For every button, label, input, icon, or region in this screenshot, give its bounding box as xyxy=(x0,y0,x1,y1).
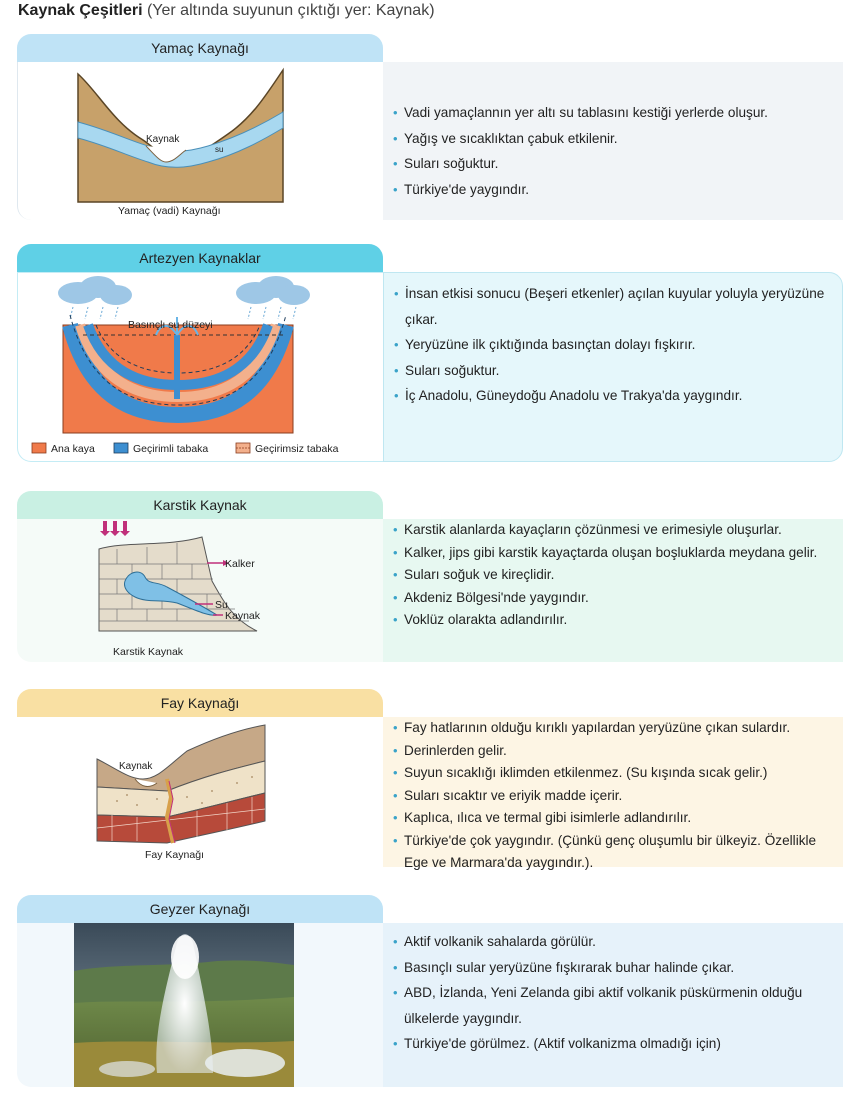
bullet-item: • ABD, İzlanda, Yeni Zelanda gibi aktif volkanik püskürmenin olduğu ülkelerde yaygındır. xyxy=(393,980,833,1031)
figure-yamac xyxy=(17,62,383,220)
legend-label-rock: Ana kaya xyxy=(51,443,95,455)
geyser-photo xyxy=(17,923,383,1087)
bullet-item: • Türkiye'de yaygındır. xyxy=(393,177,833,203)
karstik-diagram xyxy=(17,519,383,662)
section-yamac xyxy=(0,34,848,220)
figure-fay xyxy=(17,717,383,867)
bullet-list-artezyen xyxy=(384,281,842,409)
bullet-item: • Akdeniz Bölgesi'nde yaygındır. xyxy=(393,587,833,610)
figure-artezyen xyxy=(17,272,383,462)
tab-karstik: Karstik Kaynak xyxy=(17,491,383,519)
bullet-item: • Yeryüzüne ilk çıktığında basınçtan dolayı fışkırır. xyxy=(394,332,832,358)
bullet-item: • İnsan etkisi sonucu (Beşeri etkenler) açılan kuyular yoluyla yeryüzüne çıkar. xyxy=(394,281,832,332)
figure-karstik xyxy=(17,519,383,662)
bullet-item: • Fay hatlarının olduğu kırıklı yapılardan yeryüzüne çıkan sulardır. xyxy=(393,717,833,740)
bullet-item: • Aktif volkanik sahalarda görülür. xyxy=(393,929,833,955)
bullet-item: • Voklüz olarakta adlandırılır. xyxy=(393,609,833,632)
artezyen-label-pressure: Basınçlı su düzeyi xyxy=(128,319,213,331)
section-karstik xyxy=(0,491,848,662)
karstik-label-limestone: Kalker xyxy=(225,558,255,570)
yamac-label-water: su xyxy=(215,145,224,154)
rain-arrows-icon xyxy=(100,521,130,536)
bullet-item: • Suları soğuk ve kireçlidir. xyxy=(393,564,833,587)
page-title xyxy=(18,2,435,20)
yamac-label-spring: Kaynak xyxy=(146,134,180,145)
karstik-label-water: Su xyxy=(215,599,228,611)
figure-geyzer xyxy=(17,923,383,1087)
bullet-item: • Türkiye'de çok yaygındır. (Çünkü genç oluşumlu bir ülkeyiz. Özellikle Ege ve Marmara'da yaygındır.). xyxy=(393,830,833,875)
bullets-panel-geyzer xyxy=(383,923,843,1087)
tab-yamac: Yamaç Kaynağı xyxy=(17,34,383,62)
bullet-item: • Vadi yamaçlannın yer altı su tablasını kestiği yerlerde oluşur. xyxy=(393,100,833,126)
legend-label-permeable: Geçirimli tabaka xyxy=(133,443,209,455)
legend-label-impermeable: Geçirimsiz tabaka xyxy=(255,443,339,455)
bullet-list-yamac xyxy=(383,100,843,202)
section-geyzer xyxy=(0,895,848,1087)
bullet-item: • Suları soğuktur. xyxy=(393,151,833,177)
fay-caption: Fay Kaynağı xyxy=(145,849,204,861)
bullet-item: • Suları soğuktur. xyxy=(394,358,832,384)
bullets-panel-fay xyxy=(383,717,843,870)
bullet-item: • Türkiye'de görülmez. (Aktif volkanizma olmadığı için) xyxy=(393,1031,833,1057)
tab-geyzer: Geyzer Kaynağı xyxy=(17,895,383,923)
bullet-list-geyzer xyxy=(383,929,843,1057)
artezyen-diagram xyxy=(18,273,383,462)
bullet-item: • Karstik alanlarda kayaçların çözünmesi ve erimesiyle oluşurlar. xyxy=(393,519,833,542)
bullet-item: • Suyun sıcaklığı iklimden etkilenmez. (Su kışında sıcak gelir.) xyxy=(393,762,833,785)
page-subtitle: (Yer altında suyunun çıktığı yer: Kaynak) xyxy=(146,2,435,19)
bullets-panel-artezyen xyxy=(383,272,843,462)
karstik-label-spring: Kaynak xyxy=(225,610,261,622)
bullet-list-fay xyxy=(383,717,843,875)
bullet-item: • İç Anadolu, Güneydoğu Anadolu ve Trakya'da yaygındır. xyxy=(394,383,832,409)
fay-label-spring: Kaynak xyxy=(119,761,153,772)
cloud-icon xyxy=(58,276,132,319)
fay-diagram xyxy=(17,717,383,867)
bullet-list-karstik xyxy=(383,519,843,632)
section-artezyen xyxy=(0,244,848,462)
cloud-icon xyxy=(236,276,310,319)
legend-swatch-rock xyxy=(32,443,46,453)
bullet-item: • Yağış ve sıcaklıktan çabuk etkilenir. xyxy=(393,126,833,152)
legend-swatch-permeable xyxy=(114,443,128,453)
yamac-caption: Yamaç (vadi) Kaynağı xyxy=(118,205,221,217)
bullet-item: • Kaplıca, ılıca ve termal gibi isimlerle adlandırılır. xyxy=(393,807,833,830)
bullet-item: • Basınçlı sular yeryüzüne fışkırarak buhar halinde çıkar. xyxy=(393,955,833,981)
page-title-main: Kaynak Çeşitleri xyxy=(18,2,143,19)
tab-fay: Fay Kaynağı xyxy=(17,689,383,717)
yamac-diagram xyxy=(18,62,383,220)
bullets-panel-karstik xyxy=(383,519,843,662)
section-fay xyxy=(0,689,848,870)
bullet-item: • Derinlerden gelir. xyxy=(393,740,833,763)
bullets-panel-yamac xyxy=(383,62,843,220)
bullet-item: • Suları sıcaktır ve eriyik madde içerir. xyxy=(393,785,833,808)
bullet-item: • Kalker, jips gibi karstik kayaçtarda oluşan boşluklarda meydana gelir. xyxy=(393,542,833,565)
tab-artezyen: Artezyen Kaynaklar xyxy=(17,244,383,272)
karstik-caption: Karstik Kaynak xyxy=(113,646,184,658)
